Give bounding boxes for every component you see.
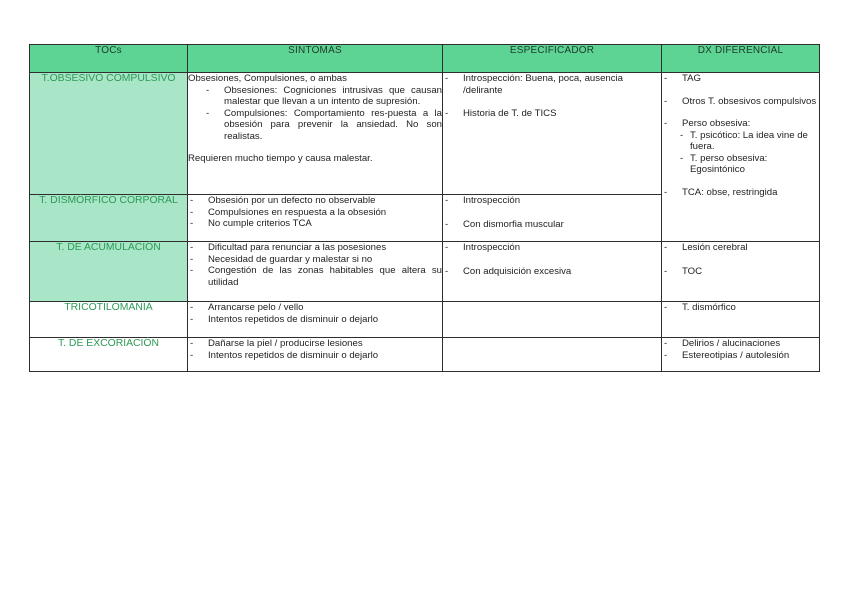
list-item: - TAG [662,73,819,85]
list-item: - TCA: obse, restringida [662,187,819,199]
list-item: - Congestión de las zonas habitables que altera su utilidad [188,265,442,288]
dx-excoriacion [662,338,820,372]
header-especificador: ESPECIFICADOR [443,45,662,73]
especificador-excoriacion [443,338,662,372]
list-item: - Estereotipias / autolesión [662,350,819,362]
especificador-tricotilomania [443,302,662,338]
list-item: - Introspección: Buena, poca, ausencia /delirante [443,73,661,96]
sintomas-intro: Obsesiones, Compulsiones, o ambas [188,73,347,84]
list-item: - Dificultad para renunciar a las posesiones [188,242,442,254]
name-tricotilomania: TRICOTILOMANÍA [30,302,188,338]
list-item: - Introspección [443,195,661,207]
toc-table [29,44,820,372]
dx-list [662,73,819,198]
especificador-dismorfico [443,195,662,242]
row-obsesivo-compulsivo [30,73,820,195]
list-item: - T. dismórfico [662,302,819,314]
name-excoriacion: T. DE EXCORIACIÓN [30,338,188,372]
name-dismorfico-corporal: T. DISMÓRFICO CORPORAL [30,195,188,242]
sintomas-tricotilomania [188,302,443,338]
especificador-list [443,195,661,230]
list-item: - Arrancarse pelo / vello [188,302,442,314]
list-item: - Introspección [443,242,661,254]
list-item: - Con adquisición excesiva [443,266,661,278]
list-item: - Con dismorfia muscular [443,219,661,231]
header-tocs: TOCs [30,45,188,73]
list-item: - No cumple criterios TCA [188,218,442,230]
list-item: - Necesidad de guardar y malestar si no [188,254,442,266]
sintomas-list [188,195,442,230]
list-item: - Compulsiones en respuesta a la obsesión [188,207,442,219]
dx-list [662,242,819,277]
sintomas-dismorfico [188,195,443,242]
sintomas-obsesivo [188,73,443,195]
especificador-list [443,242,661,277]
especificador-list [443,73,661,120]
dx-tricotilomania [662,302,820,338]
row-tricotilomania [30,302,820,338]
sintomas-list [188,242,442,288]
list-item: - Lesión cerebral [662,242,819,254]
dx-list [662,338,819,361]
list-item: - TOC [662,266,819,278]
dx-sub-list [662,130,819,176]
header-row [30,45,820,73]
especificador-acumulacion [443,242,662,302]
list-item: - Intentos repetidos de disminuir o dejarlo [188,350,442,362]
sintomas-list [188,302,442,325]
dx-obsesivo-dismorfico [662,73,820,242]
dx-acumulacion [662,242,820,302]
list-item: - Dañarse la piel / producirse lesiones [188,338,442,350]
sintomas-acumulacion [188,242,443,302]
list-item: - Compulsiones: Comportamiento res-puesta a la obsesión para prevenir la ansiedad. No son realistas. [188,108,442,143]
header-sintomas: SÍNTOMAS [188,45,443,73]
row-excoriacion [30,338,820,372]
sintomas-list [188,85,442,143]
name-acumulacion: T. DE ACUMULACIÓN [30,242,188,302]
dx-perso-obsesiva-label: Perso obsesiva: [682,118,751,129]
row-acumulacion [30,242,820,302]
sintomas-list [188,338,442,361]
list-item: - Obsesiones: Cogniciones intrusivas que causan malestar que llevan a un intento de supresión. [188,85,442,108]
especificador-obsesivo [443,73,662,195]
list-item: - Intentos repetidos de disminuir o dejarlo [188,314,442,326]
list-item: - Obsesión por un defecto no observable [188,195,442,207]
sintomas-outro: Requieren mucho tiempo y causa malestar. [188,153,373,164]
list-item: - Historia de T. de TICS [443,108,661,120]
list-item [662,118,819,176]
dx-list [662,302,819,314]
name-obsesivo-compulsivo: T.OBSESIVO COMPULSIVO [30,73,188,195]
list-item: - T. perso obsesiva: Egosintónico [662,153,819,176]
list-item: - T. psicótico: La idea vine de fuera. [662,130,819,153]
sintomas-excoriacion [188,338,443,372]
header-dx-diferencial: DX DIFERENCIAL [662,45,820,73]
list-item: - Otros T. obsesivos compulsivos [662,96,819,108]
list-item: - Delirios / alucinaciones [662,338,819,350]
